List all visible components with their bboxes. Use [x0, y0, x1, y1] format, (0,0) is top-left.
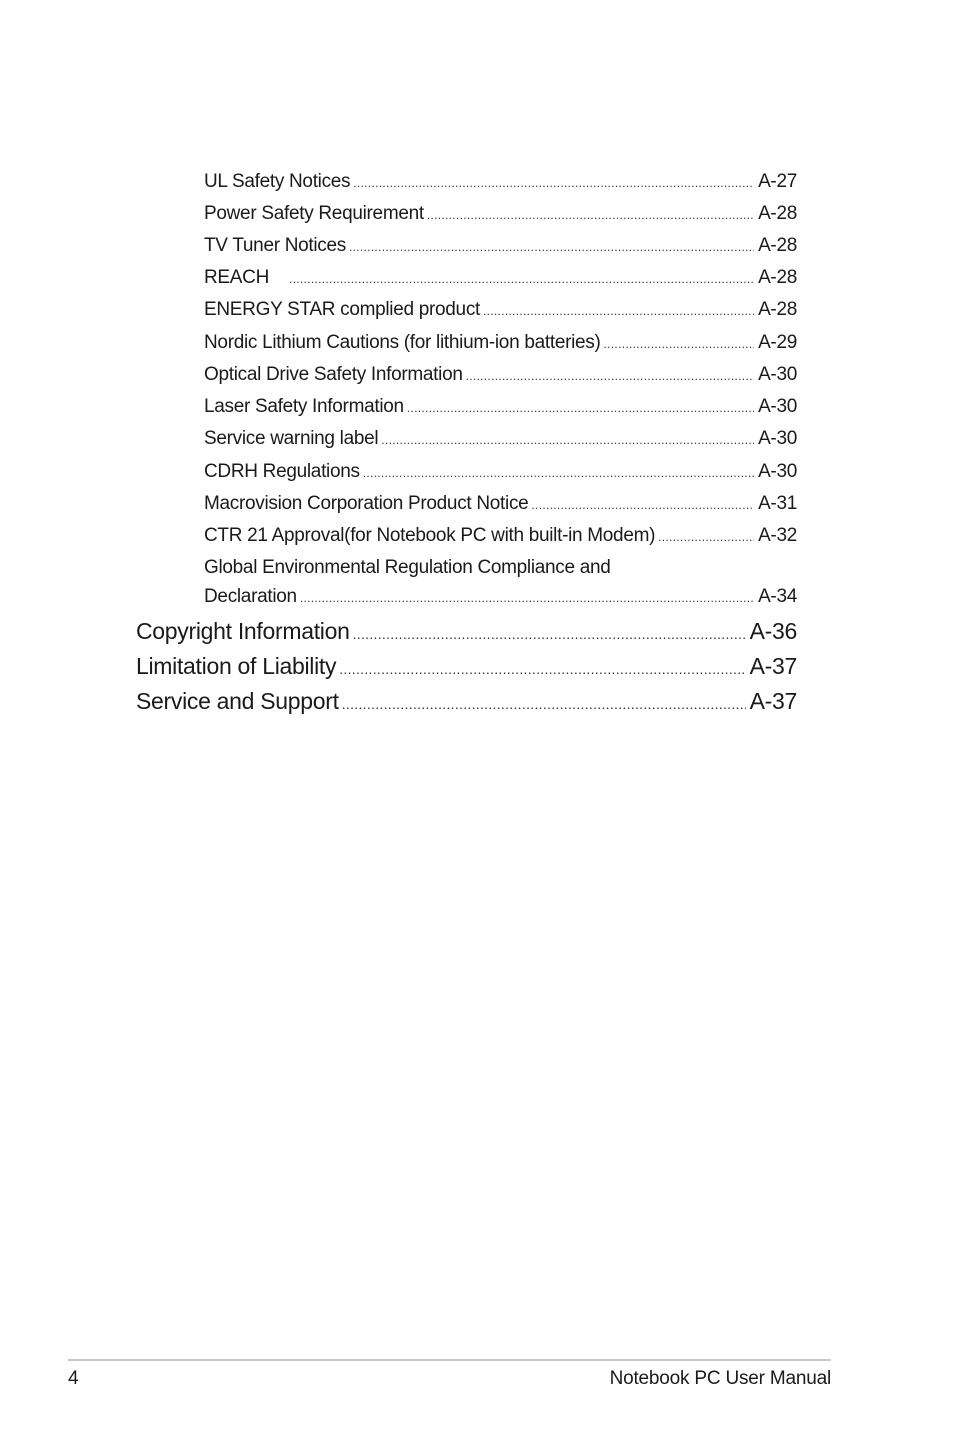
- dot-leader: [349, 240, 754, 254]
- dot-leader: [289, 272, 754, 286]
- dot-leader: [363, 466, 754, 480]
- dot-leader: [427, 208, 754, 222]
- toc-entry-label: Service warning label: [204, 428, 379, 449]
- footer-page-number: 4: [68, 1368, 79, 1389]
- dot-leader: [466, 369, 754, 383]
- toc-entry-page: A-30: [758, 461, 797, 482]
- dot-leader: [658, 530, 754, 544]
- toc-entry[interactable]: [204, 428, 797, 450]
- toc-entry[interactable]: [204, 364, 797, 386]
- dot-leader: [353, 176, 754, 190]
- toc-entry-wrapped-line[interactable]: Global Environmental Regulation Compliance and: [204, 557, 611, 578]
- dot-leader: [531, 498, 754, 512]
- dot-leader: [342, 696, 746, 712]
- toc-entry[interactable]: [204, 203, 797, 225]
- toc-entry-label: Power Safety Requirement: [204, 203, 424, 224]
- toc-entry-page: A-30: [758, 396, 797, 417]
- toc-entry-page: A-30: [758, 364, 797, 385]
- toc-entry[interactable]: [204, 171, 797, 193]
- toc-entry[interactable]: [204, 396, 797, 418]
- toc-entry[interactable]: [204, 299, 797, 321]
- footer-divider: [68, 1359, 831, 1361]
- toc-entry-label: Service and Support: [136, 688, 339, 714]
- footer-manual-title: Notebook PC User Manual: [609, 1368, 831, 1389]
- toc-entry-page: A-29: [758, 332, 797, 353]
- dot-leader: [381, 433, 754, 447]
- toc-entry-label: ENERGY STAR complied product: [204, 299, 481, 320]
- toc-entry-page: A-31: [758, 493, 797, 514]
- toc-entry-label: Copyright Information: [136, 618, 350, 644]
- toc-entry-label: Laser Safety Information: [204, 396, 404, 417]
- toc-entry-label: Optical Drive Safety Information: [204, 364, 463, 385]
- toc-entry-label: UL Safety Notices: [204, 171, 351, 192]
- toc-entry[interactable]: [204, 332, 797, 354]
- dot-leader: [483, 304, 754, 318]
- toc-entry-page: A-37: [749, 653, 797, 679]
- toc-entry-label: TV Tuner Notices: [204, 235, 346, 256]
- toc-entry-page: A-28: [758, 203, 797, 224]
- dot-leader: [339, 661, 745, 677]
- toc-entry-label: CDRH Regulations: [204, 461, 360, 482]
- toc-entry-page: A-32: [758, 525, 797, 546]
- toc-chapter-entry[interactable]: [136, 618, 797, 645]
- toc-entry[interactable]: [204, 525, 797, 547]
- toc-entry[interactable]: [204, 493, 797, 515]
- dot-leader: [353, 626, 746, 642]
- toc-entry-page: A-28: [758, 235, 797, 256]
- dot-leader: [300, 591, 754, 605]
- toc-entry-page: A-28: [758, 299, 797, 320]
- toc-entry[interactable]: [204, 235, 797, 257]
- toc-entry-label: CTR 21 Approval(for Notebook PC with built-in Modem): [204, 525, 656, 546]
- toc-entry-page: A-30: [758, 428, 797, 449]
- toc-entry[interactable]: [204, 586, 797, 608]
- toc-entry-page: A-34: [758, 586, 797, 607]
- toc-entry-label: Declaration: [204, 586, 297, 607]
- toc-entry-page: A-28: [758, 267, 797, 288]
- toc-entry-page: A-37: [749, 688, 797, 714]
- toc-entry-label: REACH: [204, 267, 270, 288]
- toc-chapter-entry[interactable]: [136, 688, 797, 715]
- toc-chapter-entry[interactable]: [136, 653, 797, 680]
- toc-entry-page: A-27: [758, 171, 797, 192]
- dot-leader: [407, 401, 754, 415]
- toc-entry-page: A-36: [749, 618, 797, 644]
- toc-entry-label: Macrovision Corporation Product Notice: [204, 493, 529, 514]
- toc-entry[interactable]: [204, 267, 797, 289]
- toc-entry-label: Nordic Lithium Cautions (for lithium-ion batteries): [204, 332, 601, 353]
- dot-leader: [604, 337, 755, 351]
- toc-entry-label: Limitation of Liability: [136, 653, 337, 679]
- toc-entry[interactable]: [204, 461, 797, 483]
